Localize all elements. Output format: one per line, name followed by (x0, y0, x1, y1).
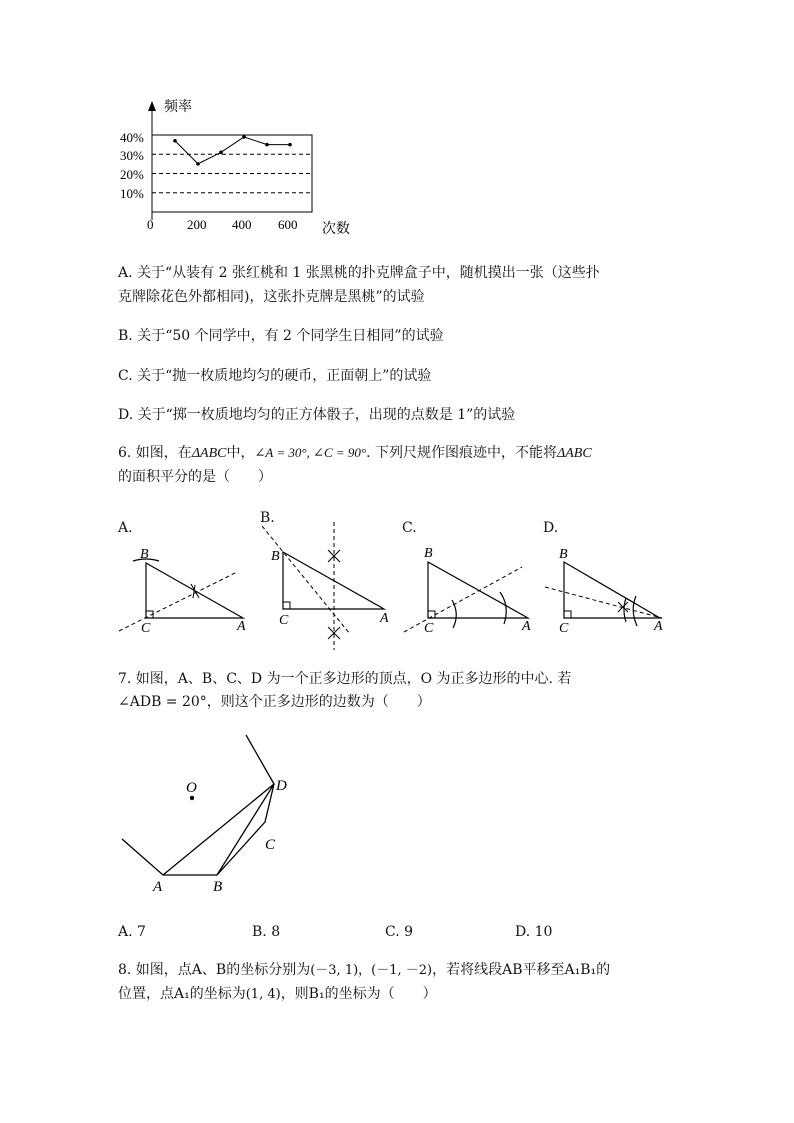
center-point (190, 796, 194, 800)
q6-option-c-label: C. (402, 520, 417, 536)
data-point-400 (242, 135, 246, 139)
point-b-label: B (271, 549, 280, 564)
dashed-construction-line (262, 526, 350, 634)
q5-option-d: D. 关于“掷一枚质地均匀的正方体骰子，出现的点数是 1”的试验 (118, 407, 516, 423)
x-axis-label: 次数 (322, 222, 350, 237)
q6-mid: 中， (226, 445, 255, 461)
point-c-label: C (141, 621, 151, 636)
point-c-label: C (424, 621, 434, 636)
right-angle-mark (564, 611, 571, 618)
q8-coord-a1: (1, 4) (245, 987, 281, 1002)
q6-angles: ∠A = 30°, ∠C = 90° (254, 445, 367, 460)
q5-option-a-line2: 克牌除花色外都相同)，这张扑克牌是黑桃”的试验 (118, 289, 425, 305)
point-a-label: A (237, 619, 246, 634)
point-a-label: A (654, 619, 663, 634)
dashed-construction-line (545, 587, 662, 618)
x-tick-label: 600 (278, 217, 298, 232)
q8-line1-a: 8. 如图，点A、B的坐标分别为 (118, 962, 311, 978)
point-a-label: A (522, 619, 531, 634)
frequency-series-line (175, 137, 290, 164)
q5-option-a-line1: A. 关于“从装有 2 张红桃和 1 张黑桃的扑克牌盒子中，随机摸出一张（这些扑 (118, 265, 600, 281)
q7-option-d: D. 10 (515, 924, 553, 940)
point-d-label: D (276, 778, 287, 794)
q7-option-b: B. 8 (252, 924, 281, 940)
q8-stem-line1 (118, 960, 610, 981)
q6-figure-c (400, 540, 545, 640)
arc-mark (191, 584, 199, 598)
x-tick-label: 400 (232, 217, 252, 232)
point-c-label: C (279, 613, 289, 628)
point-b-label: B (213, 879, 223, 895)
x-tick-label: 0 (147, 217, 154, 232)
point-b-label: B (559, 547, 568, 562)
q6-option-b-label: B. (260, 510, 275, 526)
point-a-label: A (153, 879, 163, 895)
q6-option-a-label: A. (118, 520, 133, 536)
segment-bd (217, 784, 274, 875)
y-tick-label: 10% (120, 186, 144, 201)
data-point-100 (173, 139, 177, 143)
q6-figure-d (540, 540, 680, 640)
q8-coords-ab: (－3, 1)，(－1, －2) (310, 963, 433, 978)
q6-prefix: 6. 如图，在 (118, 445, 192, 461)
data-point-300 (219, 151, 223, 155)
y-tick-label: 30% (120, 148, 144, 163)
q7-option-a: A. 7 (118, 924, 146, 940)
q6-option-d-label: D. (543, 520, 559, 536)
x-tick-label: 200 (187, 217, 207, 232)
arc-mark (500, 592, 506, 624)
q6-figure-a (115, 540, 255, 640)
q8-line1-b: ，若将线段AB平移至A₁B₁的 (432, 962, 611, 978)
q7-figure (115, 725, 315, 900)
point-b-label: B (140, 547, 149, 562)
point-c-label: C (265, 837, 276, 853)
y-axis-label: 频率 (164, 100, 192, 115)
triangle (564, 562, 660, 618)
q8-line2-b: ，则B₁的坐标为（ ） (280, 986, 437, 1002)
data-point-600 (288, 143, 292, 147)
q6-stem-line1 (118, 443, 592, 464)
q6-triangle: ΔABC (191, 446, 227, 461)
point-a-label: A (380, 611, 389, 626)
data-point-200 (196, 162, 200, 166)
triangle (428, 562, 528, 618)
right-angle-mark (283, 602, 290, 609)
data-point-500 (265, 143, 269, 147)
q7-stem-line2: ∠ADB = 20°，则这个正多边形的边数为（ ） (118, 694, 431, 710)
y-tick-label: 20% (120, 167, 144, 182)
y-axis-arrow (148, 101, 156, 111)
q5-option-c: C. 关于“抛一枚质地均匀的硬币，正面朝上”的试验 (118, 368, 432, 384)
q7-stem-line1: 7. 如图，A、B、C、D 为一个正多边形的顶点，O 为正多边形的中心. 若 (118, 671, 572, 687)
q7-option-c: C. 9 (385, 924, 414, 940)
q5-option-b: B. 关于“50 个同学中，有 2 个同学生日相同”的试验 (118, 328, 444, 344)
q6-suffix: . 下列尺规作图痕迹中，不能将 (366, 445, 557, 461)
q6-figure-b (262, 522, 402, 652)
arc-mark (452, 600, 456, 628)
point-c-label: C (559, 621, 569, 636)
q6-stem-line2: 的面积平分的是（ ） (118, 469, 272, 485)
frequency-chart (120, 95, 380, 240)
q8-stem-line2 (118, 984, 437, 1005)
polygon-edges (122, 735, 274, 875)
point-b-label: B (424, 546, 433, 561)
y-tick-label: 40% (120, 130, 144, 145)
q6-triangle-2: ΔABC (557, 446, 592, 461)
point-o-label: O (186, 780, 197, 796)
q8-line2-a: 位置，点A₁的坐标为 (118, 986, 246, 1002)
